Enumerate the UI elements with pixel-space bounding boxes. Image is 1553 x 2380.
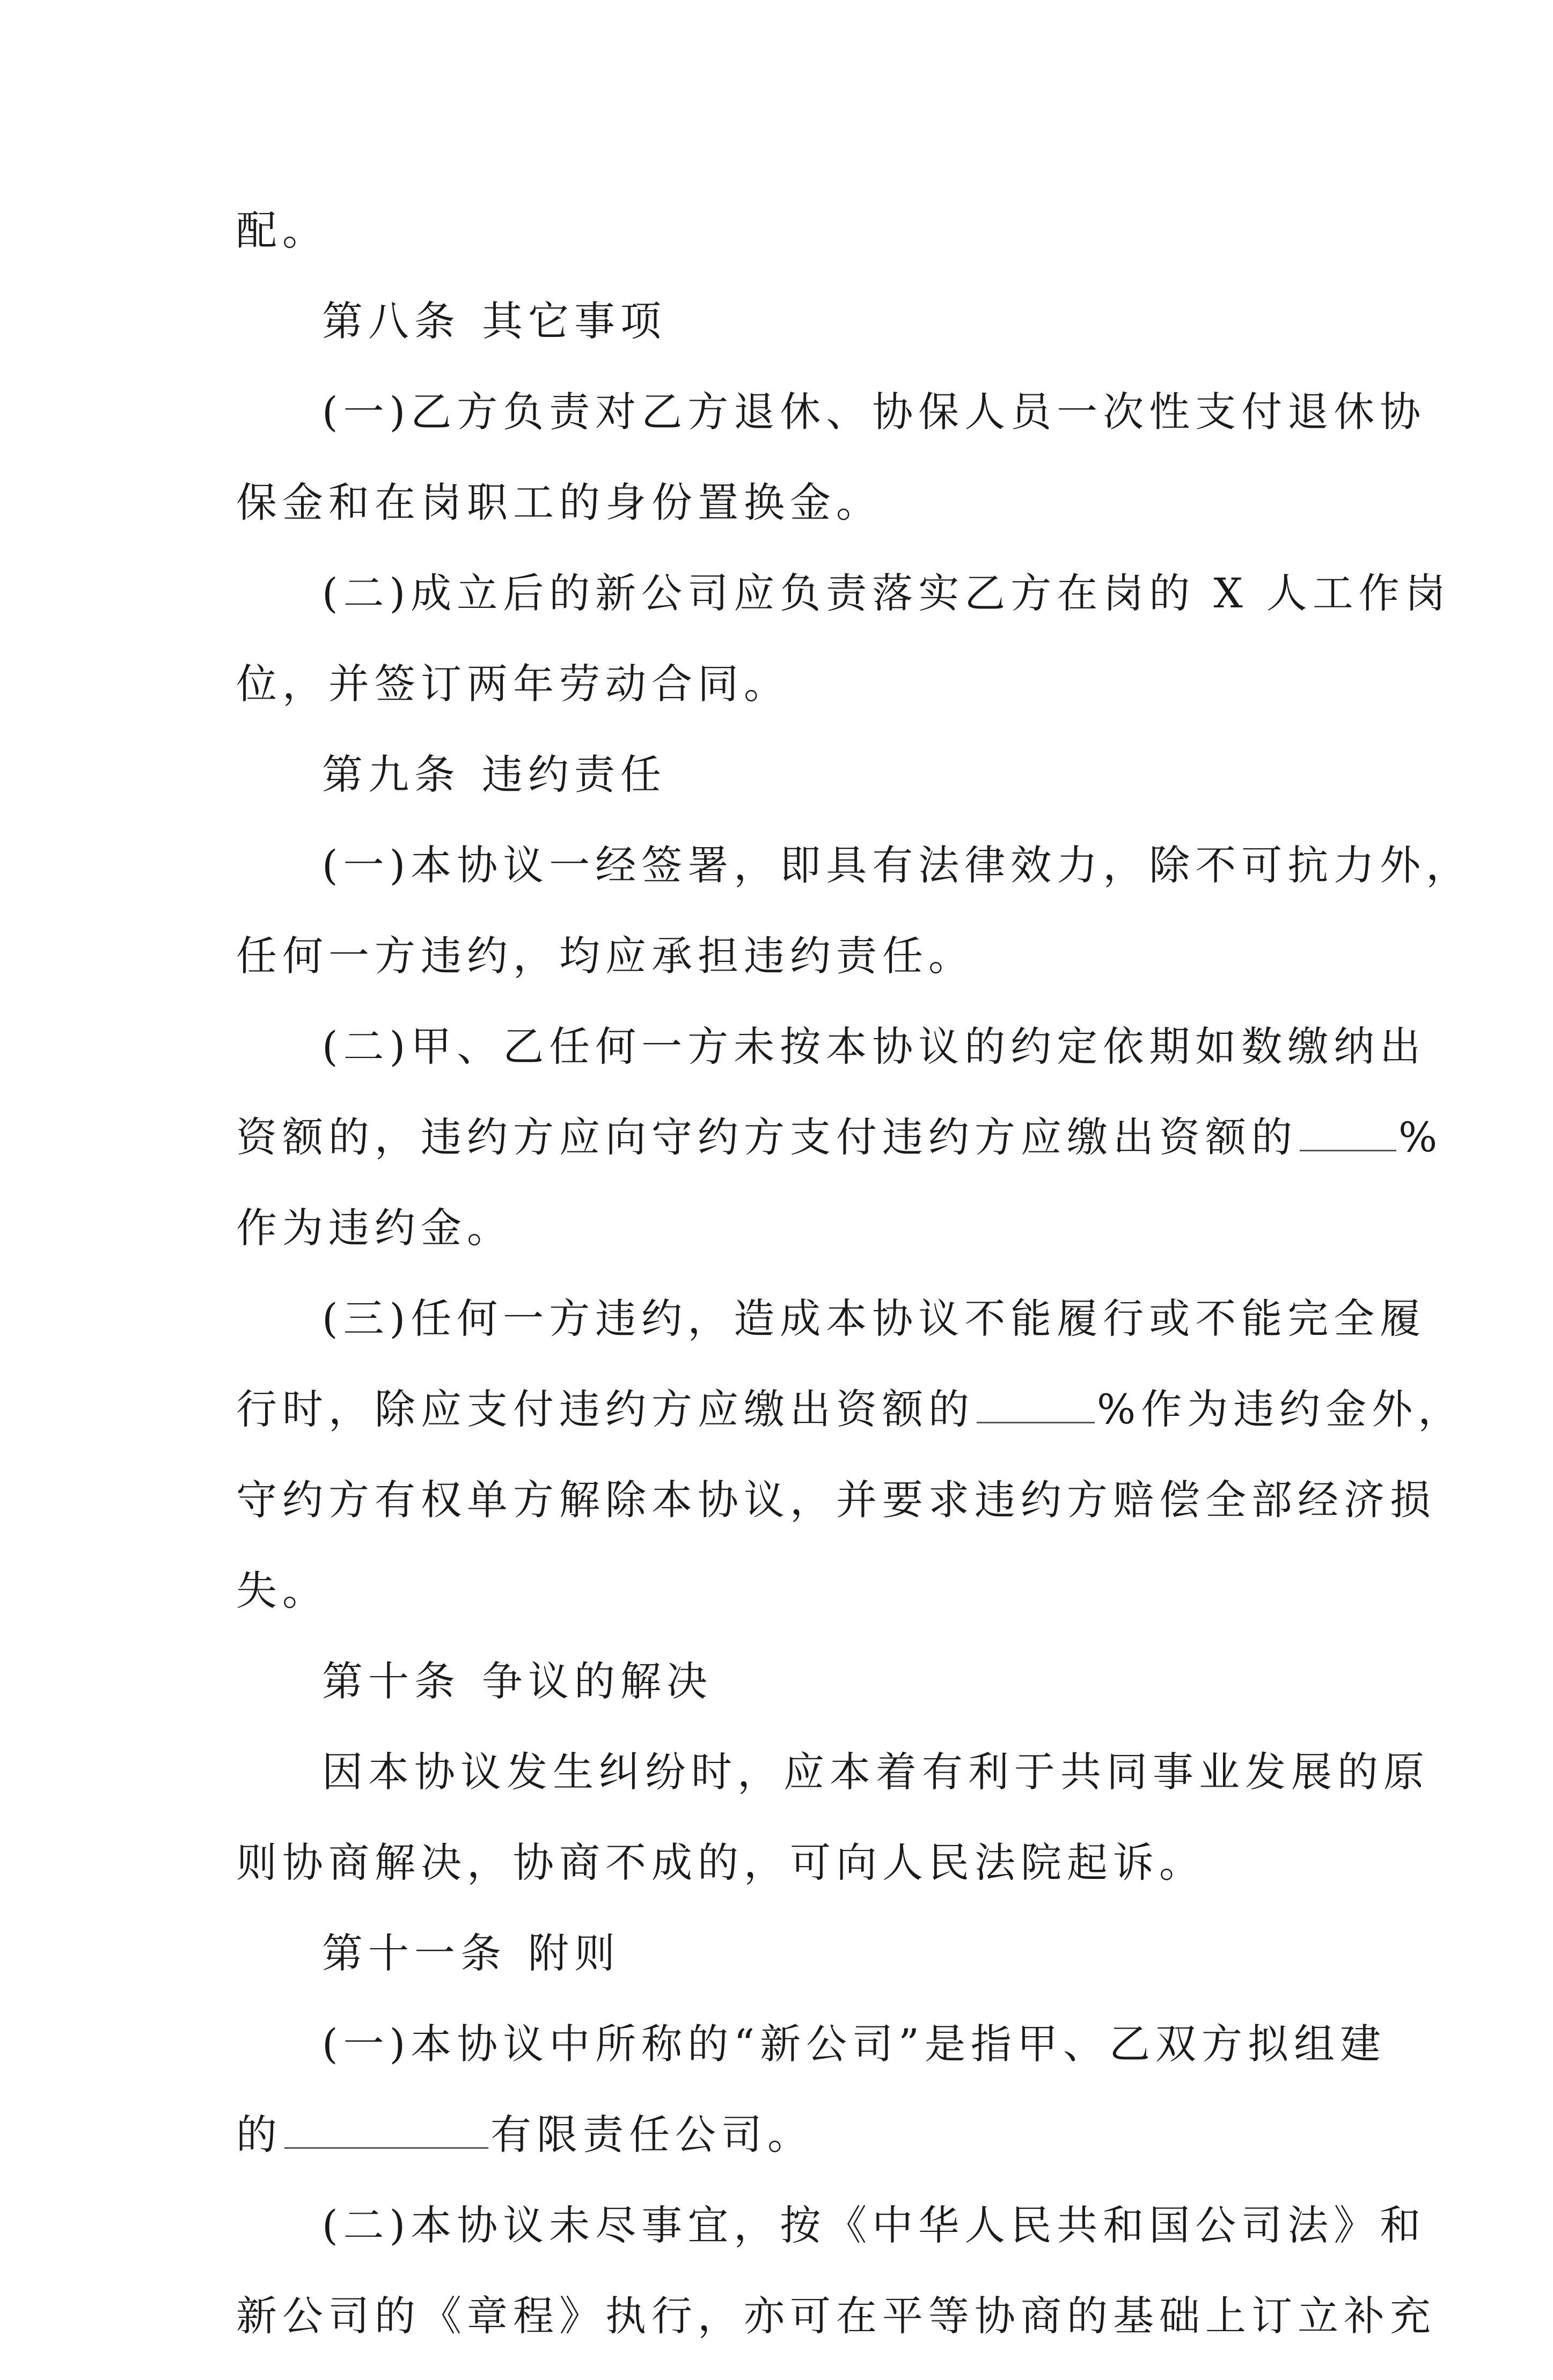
paragraph-line [236, 1201, 1331, 1292]
paragraph-line [236, 1745, 1430, 1836]
fill-in-blank[interactable] [977, 1384, 1095, 1423]
paragraph-line [236, 1020, 1426, 1111]
paragraph-line [236, 2289, 1436, 2380]
article-number: 第八条 [322, 297, 460, 345]
text-line: 新公司的《章程》执行，亦可在平等协商的基础上订立补充 [236, 2292, 1436, 2340]
article-title: 附则 [528, 1929, 620, 1977]
text-line: 位，并签订两年劳动合同。 [236, 660, 790, 708]
paragraph-line [236, 1111, 1443, 1201]
fill-in-blank[interactable] [284, 2110, 488, 2149]
text-line: 则协商解决，协商不成的，可向人民法院起诉。 [236, 1839, 1205, 1886]
text-line: (一)乙方负责对乙方退休、协保人员一次性支付退休协 [322, 388, 1426, 436]
text-line: (一)本协议一经签署，即具有法律效力，除不可抗力外， [322, 841, 1473, 889]
paragraph-line [236, 204, 1331, 295]
paragraph-line [236, 2017, 1387, 2108]
text-line: 守约方有权单方解除本协议，并要求违约方赔偿全部经济损 [236, 1476, 1436, 1524]
paragraph-line [236, 1292, 1426, 1383]
article-heading [236, 295, 1331, 385]
paragraph-line [236, 567, 1451, 657]
paragraph-line [236, 1836, 1331, 1927]
paragraph-line [236, 2108, 1331, 2199]
article-heading [236, 1927, 1331, 2017]
text-line: %作为违约金外， [1097, 1385, 1464, 1433]
text-line: (二)本协议未尽事宜，按《中华人民共和国公司法》和 [322, 2201, 1426, 2249]
article-title: 争议的解决 [482, 1657, 713, 1705]
text-line: (二)甲、乙任何一方未按本协议的约定依期如数缴纳出 [322, 1023, 1426, 1070]
text-line: 配。 [236, 207, 328, 254]
text-line: 失。 [236, 1567, 328, 1614]
text-line: (一)本协议中所称的“新公司”是指甲、乙双方拟组建 [322, 2020, 1387, 2068]
paragraph-line [236, 1564, 1331, 1655]
document-body [236, 204, 1473, 2380]
text-line: 因本协议发生纠纷时，应本着有利于共同事业发展的原 [322, 1748, 1430, 1796]
paragraph-line [236, 657, 1331, 748]
article-number: 第九条 [322, 751, 460, 798]
paragraph-line [236, 2199, 1426, 2289]
text-line: (二)成立后的新公司应负责落实乙方在岗的 X 人工作岗 [322, 569, 1451, 617]
text-line: 作为违约金。 [236, 1204, 513, 1252]
article-number: 第十一条 [322, 1929, 507, 1977]
text-line: 保金和在岗职工的身份置换金。 [236, 479, 882, 526]
paragraph-line [236, 1473, 1436, 1564]
article-heading [236, 748, 1331, 839]
paragraph-line [236, 1383, 1464, 1473]
text-line: 的 [236, 2111, 282, 2158]
article-number: 第十条 [322, 1657, 460, 1705]
text-line: 行时，除应支付违约方应缴出资额的 [236, 1385, 975, 1433]
text-line: 任何一方违约，均应承担违约责任。 [236, 932, 975, 980]
text-line: (三)任何一方违约，造成本协议不能履行或不能完全履 [322, 1295, 1426, 1342]
paragraph-line [236, 929, 1331, 1020]
text-line: 有限责任公司。 [490, 2111, 814, 2158]
article-heading [236, 1655, 1331, 1745]
fill-in-blank[interactable] [1300, 1112, 1396, 1151]
paragraph-line [236, 476, 1331, 567]
article-title: 其它事项 [482, 297, 666, 345]
text-line: 资额的，违约方应向守约方支付违约方应缴出资额的 [236, 1113, 1298, 1161]
article-title: 违约责任 [482, 751, 666, 798]
paragraph-line [236, 385, 1426, 476]
text-line: % [1398, 1113, 1443, 1161]
paragraph-line [236, 839, 1473, 929]
